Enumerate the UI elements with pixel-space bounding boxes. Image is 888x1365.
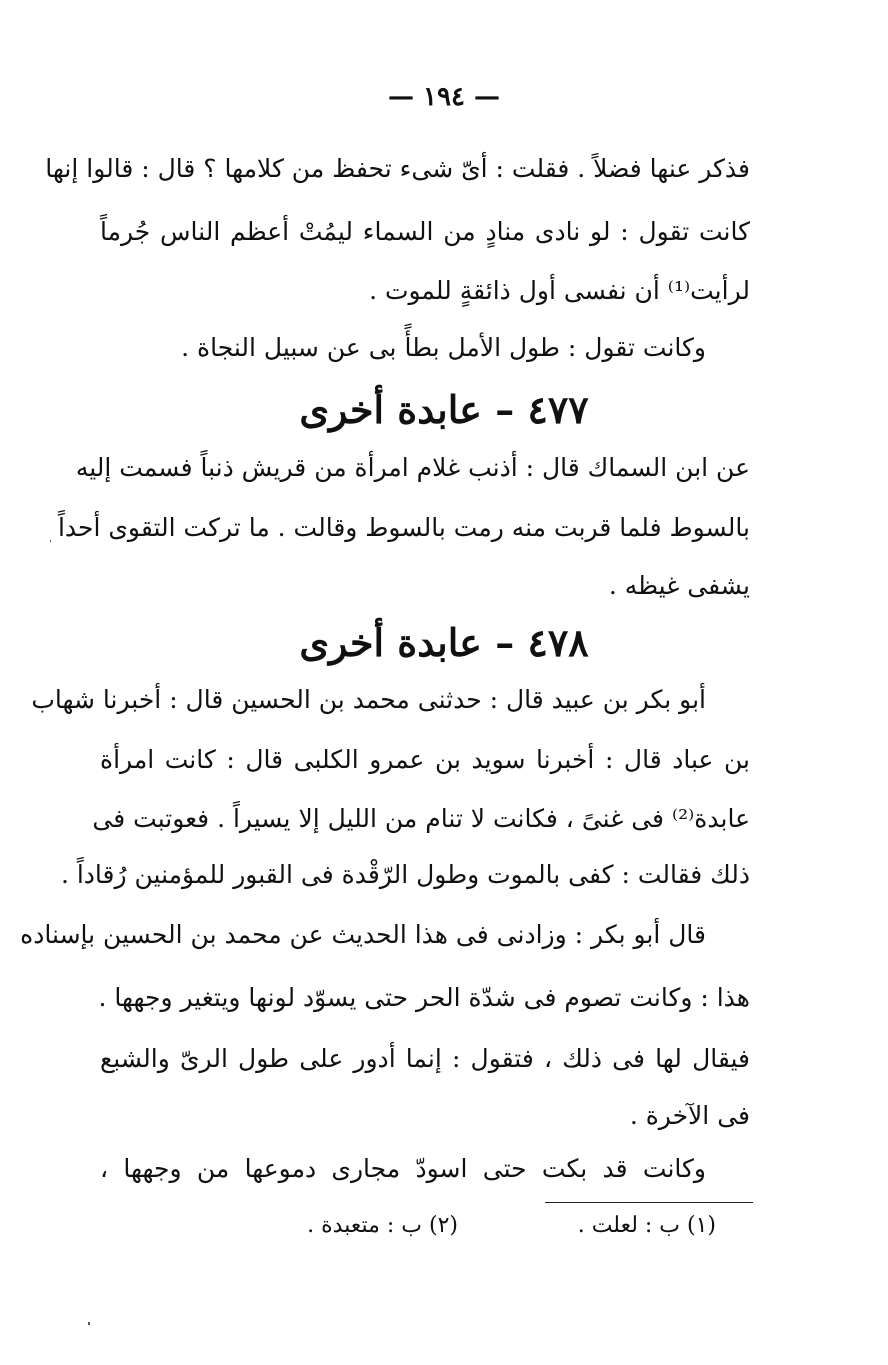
- paragraph-line: فيقال لها فى ذلك ، فتقول : إنما أدور على طول الرىّ والشبع: [100, 1044, 750, 1073]
- paragraph-line: بالسوط فلما قربت منه رمت بالسوط وقالت . ما تركت التقوى أحداً: [57, 513, 750, 542]
- paragraph-line: كانت تقول : لو نادى منادٍ من السماء ليمُتْ أعظم الناس جُرماً: [100, 217, 750, 246]
- paragraph-line: يشفى غيظه .: [608, 571, 750, 600]
- paragraph-line: بن عباد قال : أخبرنا سويد بن عمرو الكلبى قال : كانت امرأة: [100, 745, 750, 774]
- paragraph-line: أبو بكر بن عبيد قال : حدثنى محمد بن الحسين قال : أخبرنا شهاب: [31, 685, 706, 714]
- paragraph-line: ذلك فقالت : كفى بالموت وطول الرّقْدة فى القبور للمؤمنين رُقاداً .: [60, 860, 750, 889]
- page-number: — ١٩٤ —: [387, 82, 501, 112]
- scan-speck: [50, 540, 51, 542]
- paragraph-line: عن ابن السماك قال : أذنب غلام امرأة من قريش ذنباً فسمت إليه: [75, 453, 750, 482]
- footnote-2: (٢) ب : متعبدة .: [307, 1213, 458, 1238]
- paragraph-line: فى الآخرة .: [629, 1101, 750, 1130]
- paragraph-line: وكانت تقول : طول الأمل بطأً بى عن سبيل النجاة .: [181, 333, 706, 362]
- paragraph-line: هذا : وكانت تصوم فى شدّة الحر حتى يسوّد لونها ويتغير وجهها .: [98, 983, 750, 1012]
- paragraph-line: وكانت قد بكت حتى اسودّ مجارى دموعها من وجهها ،: [100, 1154, 706, 1183]
- paragraph-line: قال أبو بكر : وزادنى فى هذا الحديث عن محمد بن الحسين بإسناده: [20, 920, 706, 949]
- section-heading: ٤٧٨ – عابدة أخرى: [299, 620, 589, 665]
- scan-speck: [88, 1322, 90, 1325]
- paragraph-line: فذكر عنها فضلاً . فقلت : أىّ شىء تحفظ من كلامها ؟ قال : قالوا إنها: [45, 154, 750, 183]
- paragraph-line: لرأيت⁽¹⁾ أن نفسى أول ذائقةٍ للموت .: [369, 276, 750, 305]
- footnote-1: (١) ب : لعلت .: [577, 1213, 716, 1238]
- paragraph-line: عابدة⁽²⁾ فى غنىً ، فكانت لا تنام من الليل إلا يسيراً . فعوتبت فى: [92, 804, 750, 833]
- footnote-rule: [545, 1202, 753, 1203]
- section-heading: ٤٧٧ – عابدة أخرى: [299, 387, 589, 432]
